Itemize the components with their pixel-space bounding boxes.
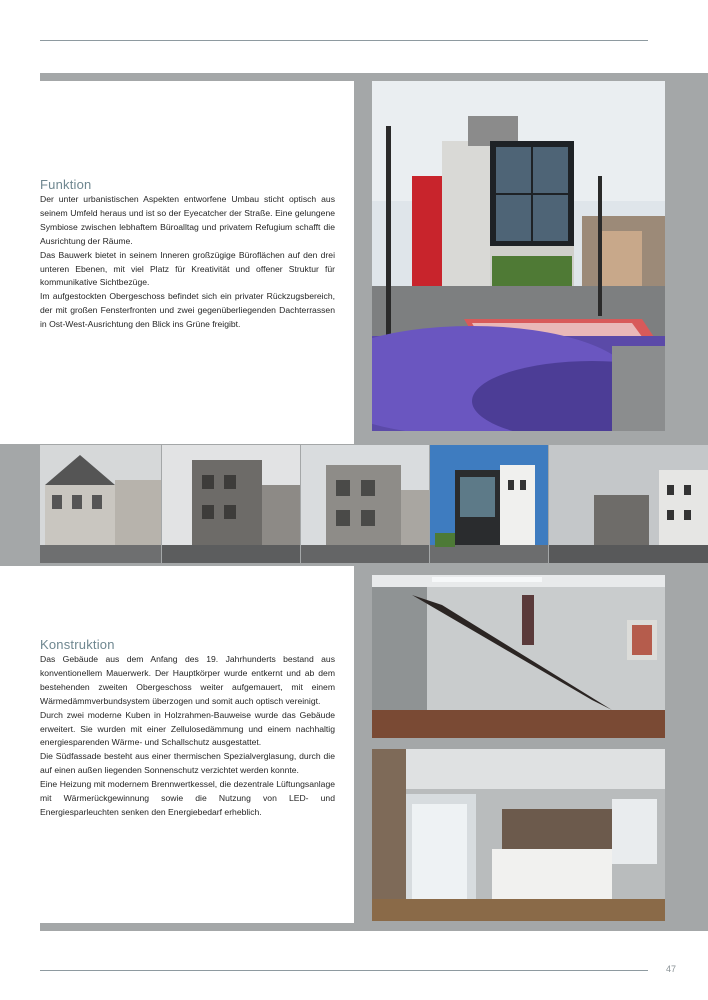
konstruktion-paragraph-4: Eine Heizung mit modernem Brennwertkessel, die dezentrale Lüftungsanlage mit Wärmerückgewinnung sowie die Nutzung von LED- und Energiesparleuchten senken den Energiebedarf erheblich. bbox=[40, 779, 335, 817]
konstruktion-heading: Konstruktion bbox=[40, 637, 115, 652]
funktion-paragraph-3: Im aufgestockten Obergeschoss befindet sich ein privater Rückzugsbereich, der mit großen Fensterfronten und zwei gegenüberliegenden Dachterrassen in Ost-West-Ausrichtung den Blick ins Grüne freigibt. bbox=[40, 291, 335, 330]
grey-band-bottom bbox=[40, 923, 708, 931]
top-rule bbox=[40, 40, 648, 41]
progress-photo-5 bbox=[549, 445, 708, 563]
konstruktion-text bbox=[40, 653, 335, 820]
progress-photo-4 bbox=[430, 445, 548, 563]
reception-photo bbox=[372, 749, 665, 921]
progress-photo-3 bbox=[301, 445, 429, 563]
exterior-photo bbox=[372, 81, 665, 431]
funktion-paragraph-1: Der unter urbanistischen Aspekten entworfene Umbau sticht optisch aus seinem Umfeld heraus und ist so der Eyecatcher der Straße. Eine gelungene Symbiose zwischen lebhaftem Büroalltag und privatem Refugium schafft die Ausrichtung der Räume. bbox=[40, 194, 335, 246]
funktion-heading: Funktion bbox=[40, 177, 92, 192]
progress-photo-2 bbox=[162, 445, 300, 563]
page-number: 47 bbox=[666, 964, 677, 974]
funktion-text bbox=[40, 193, 335, 332]
konstruktion-paragraph-1: Das Gebäude aus dem Anfang des 19. Jahrhunderts bestand aus konventionellem Mauerwerk. Der Hauptkörper wurde entkernt und ab dem bestehenden zweiten Obergeschoss weiter aufgemauert, mit einem Wärmedämmverbundsystem überzogen und somit auch optisch vereinigt. bbox=[40, 654, 335, 706]
progress-photo-1 bbox=[40, 445, 161, 563]
bottom-rule bbox=[40, 970, 648, 971]
funktion-paragraph-2: Das Bauwerk bietet in seinem Inneren großzügige Büroflächen auf den drei unteren Ebenen, mit viel Platz für Kreativität und offener Struktur für kommunikative Sichtbezüge. bbox=[40, 249, 335, 288]
staircase-photo bbox=[372, 575, 665, 738]
konstruktion-paragraph-2: Durch zwei moderne Kuben in Holzrahmen-Bauweise wurde das Gebäude erweitert. Sie wurden mit einer Zellulosedämmung und einem nachhaltig energiesparenden Wärme- und Schallschutz ausgestattet. bbox=[40, 709, 335, 748]
konstruktion-paragraph-3: Die Südfassade besteht aus einer thermischen Spezialverglasung, durch die auf einen außen liegenden Sonnenschutz verzichtet werden konnte. bbox=[40, 751, 335, 776]
